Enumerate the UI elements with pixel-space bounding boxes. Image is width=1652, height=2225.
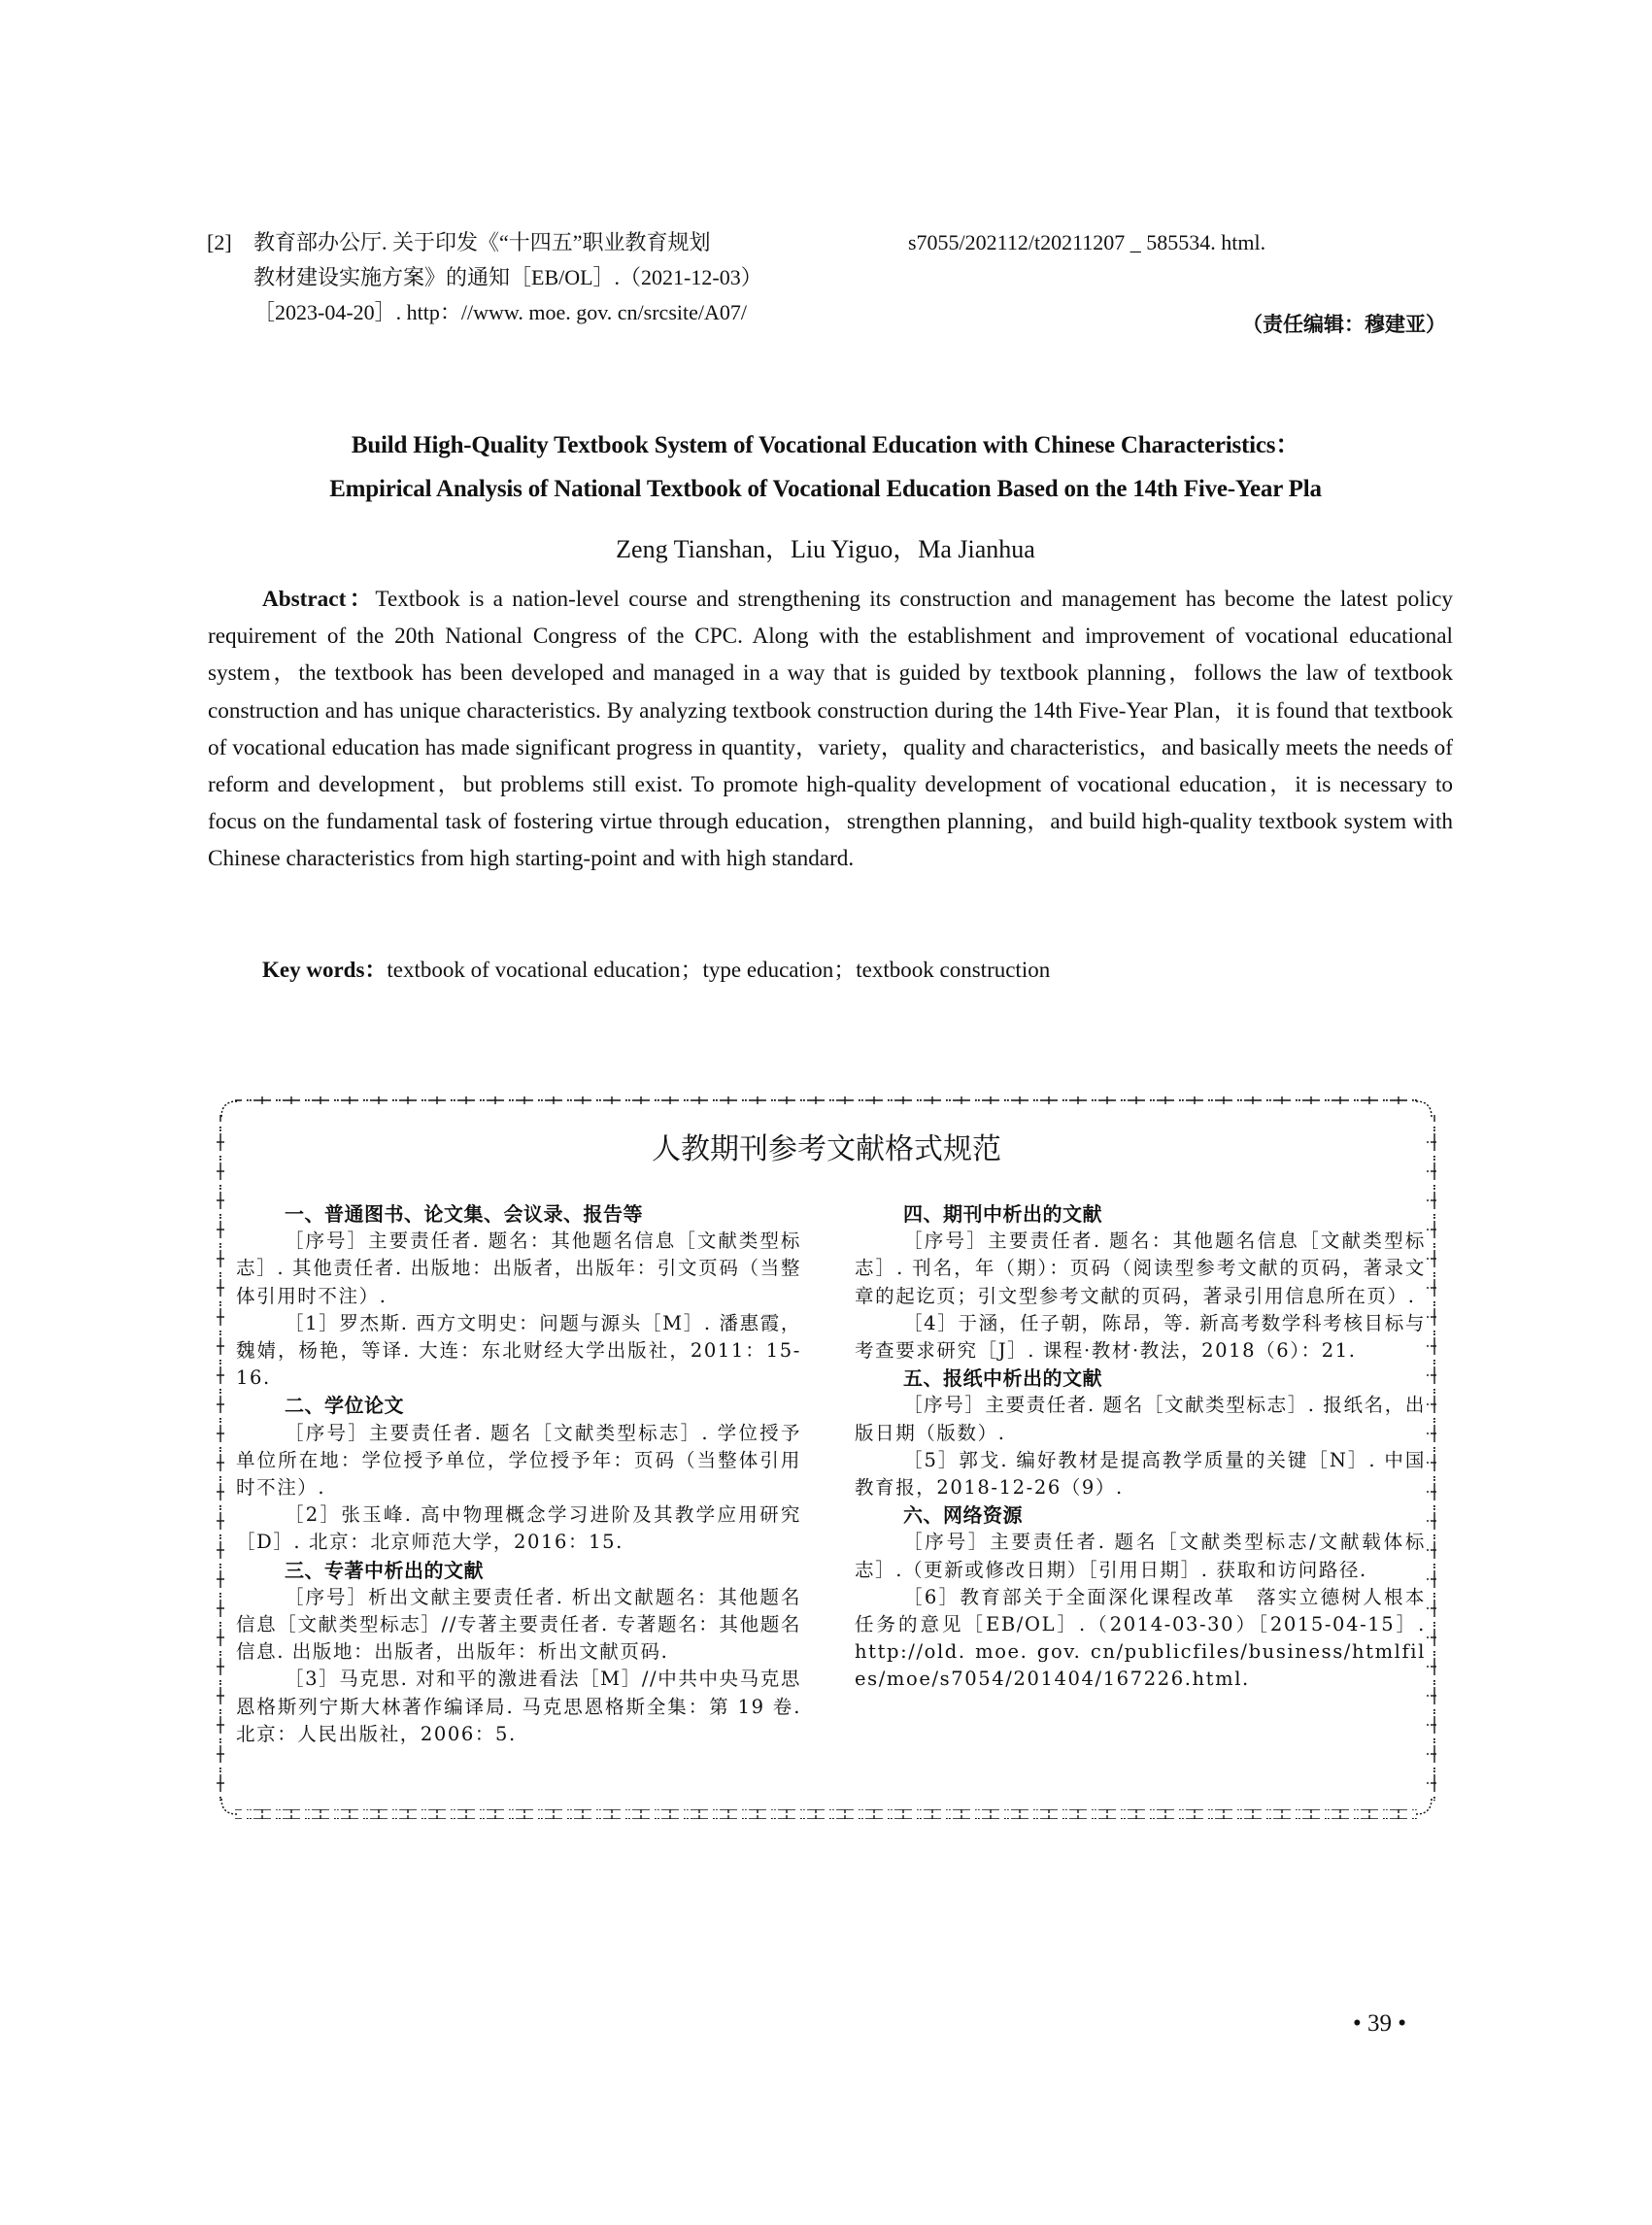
editor-note: （责任编辑：穆建亚） bbox=[1242, 313, 1446, 336]
section-format: ［序号］析出文献主要责任者. 析出文献题名：其他题名信息［文献类型标志］//专著主要责任者. 专著题名：其他题名信息. 出版地：出版者，出版年：析出文献页码. bbox=[236, 1585, 801, 1664]
section-format: ［序号］主要责任者. 题名［文献类型标志/文献载体标志］.（更新或修改日期）［引用日期］. 获取和访问路径. bbox=[855, 1531, 1426, 1581]
keywords-label: Key words： bbox=[262, 958, 388, 982]
reference-line: 教育部办公厅. 关于印发《“十四五”职业教育规划 bbox=[253, 230, 711, 254]
abstract-text: Textbook is a nation-level course and strengthening its construction and management has become the latest policy requirement of the 20th National Congress of the CPC. Along with the establishment and improvement of vocational educational system，the textbook has been developed and managed in a way that is guided by textbook planning，follows the law of textbook construction and has unique characteristics. By analyzing textbook construction during the 14th Five-Year Plan，it is found that textbook of vocational education has made significant progress in quantity，variety，quality and characteristics，and basically meets the needs of reform and development，but problems still exist. To promote high-quality development of vocational education，it is necessary to focus on the fundamental task of fostering virtue through education，strengthen planning，and build high-quality textbook system with Chinese characteristics from high starting-point and with high standard. bbox=[208, 587, 1453, 872]
abstract-label: Abstract： bbox=[262, 587, 376, 612]
keywords bbox=[262, 952, 1050, 989]
reference-line: ［2023-04-20］. http：//www. moe. gov. cn/srcsite/A07/ bbox=[253, 300, 747, 324]
section-example: ［6］教育部关于全面深化课程改革 落实立德树人根本任务的意见［EB/OL］.（2014-03-30）［2015-04-15］. http://old. moe. gov. cn/publicfiles/business/htmlfiles/moe/s7054/201404/167226.html. bbox=[855, 1585, 1426, 1691]
reference-line: 教材建设实施方案》的通知［EB/OL］.（2021-12-03） bbox=[253, 265, 762, 289]
section-example: ［3］马克思. 对和平的激进看法［M］//中共中央马克思恩格斯列宁斯大林著作编译局. 马克思恩格斯全集：第 19 卷. 北京：人民出版社，2006：5. bbox=[236, 1668, 801, 1745]
keywords-text: textbook of vocational education；type education；textbook construction bbox=[387, 958, 1051, 982]
section-format: ［序号］主要责任者. 题名［文献类型标志］. 学位授予单位所在地：学位授予单位，学位授予年：页码（当整体引用时不注）. bbox=[236, 1421, 801, 1500]
english-title-line-1: Build High-Quality Textbook System of Vocational Education with Chinese Characteristics： bbox=[351, 432, 1300, 458]
reference-format-box bbox=[216, 1096, 1437, 1820]
section-heading: 六、网络资源 bbox=[903, 1503, 1023, 1528]
section-heading: 一、普通图书、论文集、会议录、报告等 bbox=[285, 1202, 643, 1226]
section-heading: 三、专著中析出的文献 bbox=[285, 1558, 484, 1582]
section-example: ［2］张玉峰. 高中物理概念学习进阶及其教学应用研究［D］. 北京：北京师范大学，2016：15. bbox=[236, 1503, 801, 1554]
section-format: ［序号］主要责任者. 题名：其他题名信息［文献类型标志］. 刊名，年（期）：页码（阅读型参考文献的页码，著录文章的起讫页；引文型参考文献的页码，著录引用信息所在页）. bbox=[855, 1230, 1426, 1307]
reference-number: [2] bbox=[207, 230, 232, 254]
box-column-right bbox=[855, 1200, 1426, 1694]
section-example: ［4］于涵，任子朝，陈昂，等. 新高考数学科考核目标与考查要求研究［J］. 课程·教材·教法，2018（6）：21. bbox=[855, 1311, 1426, 1363]
section-format: ［序号］主要责任者. 题名：其他题名信息［文献类型标志］. 其他责任者. 出版地：出版者，出版年：引文页码（当整体引用时不注）. bbox=[236, 1230, 801, 1307]
box-column-left bbox=[236, 1200, 801, 1748]
reference-url-continuation: s7055/202112/t20211207 _ 585534. html. bbox=[908, 230, 1266, 254]
section-format: ［序号］主要责任者. 题名［文献类型标志］. 报纸名，出版日期（版数）. bbox=[855, 1394, 1426, 1444]
page-number: • 39 • bbox=[1353, 2010, 1407, 2037]
section-heading: 二、学位论文 bbox=[285, 1394, 404, 1418]
section-heading: 五、报纸中析出的文献 bbox=[903, 1366, 1102, 1391]
section-heading: 四、期刊中析出的文献 bbox=[903, 1202, 1102, 1226]
abstract bbox=[208, 581, 1453, 878]
english-title bbox=[136, 423, 1515, 511]
box-title: 人教期刊参考文献格式规范 bbox=[652, 1132, 1001, 1166]
english-title-line-2: Empirical Analysis of National Textbook of Vocational Education Based on the 14th Five-Year Pla bbox=[329, 476, 1322, 502]
section-example: ［5］郭戈. 编好教材是提高教学质量的关键［N］. 中国教育报，2018-12-26（9）. bbox=[855, 1448, 1426, 1500]
section-example: ［1］罗杰斯. 西方文明史：问题与源头［M］. 潘惠霞，魏婧，杨艳，等译. 大连：东北财经大学出版社，2011：15-16. bbox=[236, 1311, 801, 1390]
reference-2 bbox=[207, 225, 809, 330]
authors: Zeng Tianshan，Liu Yiguo，Ma Jianhua bbox=[616, 535, 1035, 563]
